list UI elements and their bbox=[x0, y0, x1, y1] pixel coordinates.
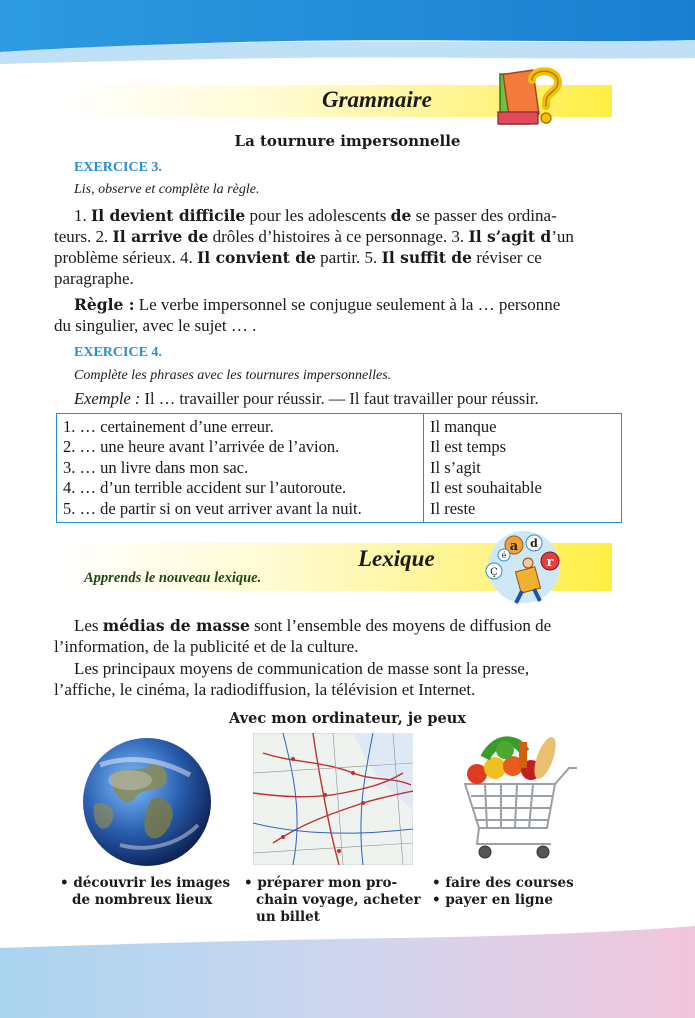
bold-phrase: Il convient de bbox=[197, 248, 316, 267]
text: teurs. 2. bbox=[54, 227, 109, 246]
road-map-image bbox=[253, 733, 413, 865]
exercise-3-sentences bbox=[74, 206, 612, 227]
exercise-4-heading bbox=[74, 345, 162, 361]
letter-r: r bbox=[546, 555, 554, 570]
rule-label: Règle : bbox=[74, 295, 135, 314]
table-cell-left bbox=[57, 414, 424, 523]
table-option: Il est temps bbox=[430, 437, 507, 457]
exercise-4-instruction: Complète les phrases avec les tournures impersonnelles. bbox=[74, 368, 392, 383]
lexique-banner-subtitle: Apprends le nouveau lexique. bbox=[84, 570, 262, 586]
bottom-wave-band bbox=[0, 908, 695, 1018]
caption-line: • préparer mon pro- bbox=[244, 875, 398, 891]
caption-line: chain voyage, acheter bbox=[256, 892, 421, 908]
lexique-paragraph-1-line-2 bbox=[54, 637, 612, 658]
example-text: Il … travailler pour réussir. — Il faut travailler pour réussir. bbox=[144, 389, 539, 408]
text: l’information, de la publicité et de la culture. bbox=[54, 637, 359, 656]
caption-line: un billet bbox=[256, 909, 320, 925]
text: l’affiche, le cinéma, la radiodiffusion, la télévision et Internet. bbox=[54, 680, 476, 699]
bold-phrase: Il devient difficile bbox=[91, 206, 246, 225]
text: se passer des ordina- bbox=[415, 206, 557, 225]
caption-line: • découvrir les images bbox=[60, 875, 231, 891]
table-option: Il s’agit bbox=[430, 457, 481, 477]
text: sont l’ensemble des moyens de diffusion de bbox=[254, 616, 552, 635]
cart-caption bbox=[432, 875, 574, 909]
exercise-4-example bbox=[74, 389, 539, 409]
letters-person-icon bbox=[478, 525, 570, 607]
letter-c-cedilla: Ç bbox=[490, 567, 498, 578]
top-wave-band bbox=[0, 0, 695, 80]
letter-a: a bbox=[509, 539, 519, 554]
caption-line: • faire des courses bbox=[432, 875, 574, 891]
grammar-banner-title: Grammaire bbox=[322, 87, 432, 112]
books-question-icon bbox=[494, 64, 566, 132]
exercise-3-line-4 bbox=[54, 269, 612, 290]
lexique-paragraph-1-line-1 bbox=[74, 616, 612, 637]
text: paragraphe. bbox=[54, 269, 134, 288]
table-item: 4. … d’un terrible accident sur l’autoroute. bbox=[63, 478, 347, 498]
bold-phrase: Il s’agit d bbox=[468, 227, 552, 246]
caption-line: de nombreux lieux bbox=[72, 892, 213, 908]
exercise-3-heading bbox=[74, 160, 162, 176]
table-item: 5. … de partir si on veut arriver avant la nuit. bbox=[63, 498, 362, 518]
exercise-3-heading-text: EXERCICE 3. bbox=[74, 160, 162, 175]
text: problème sérieux. 4. bbox=[54, 248, 193, 267]
caption-line: • payer en ligne bbox=[432, 892, 553, 908]
text: partir. 5. bbox=[320, 248, 378, 267]
text: Les principaux moyens de communication de masse sont la presse, bbox=[74, 659, 530, 678]
exercise-3-instruction: Lis, observe et complète la règle. bbox=[74, 182, 260, 197]
lexique-paragraph-2-line-1 bbox=[74, 659, 612, 680]
text: réviser ce bbox=[476, 248, 542, 267]
table-row bbox=[57, 414, 622, 523]
shopping-cart-image bbox=[455, 728, 580, 866]
grammar-subtitle: La tournure impersonnelle bbox=[234, 132, 461, 150]
lexique-paragraph-2-line-2 bbox=[54, 680, 612, 701]
bold-phrase: Il arrive de bbox=[112, 227, 209, 246]
text: Le verbe impersonnel se conjugue seulement à la … personne bbox=[138, 295, 561, 314]
table-option: Il manque bbox=[430, 417, 497, 436]
images-title: Avec mon ordinateur, je peux bbox=[229, 710, 466, 727]
table-item: 2. … une heure avant l’arrivée de l’avion. bbox=[63, 437, 340, 457]
table-item: 1. … certainement d’une erreur. bbox=[63, 417, 274, 436]
exercise-3-line-3 bbox=[54, 248, 612, 269]
bold-phrase: Il suffit de bbox=[381, 248, 472, 267]
bold-term: médias de masse bbox=[102, 616, 250, 635]
table-option: Il est souhaitable bbox=[430, 478, 542, 498]
rule-line-1 bbox=[74, 295, 612, 316]
text: du singulier, avec le sujet … . bbox=[54, 316, 257, 335]
bold-phrase: de bbox=[390, 206, 412, 225]
text: drôles d’histoires à ce personnage. 3. bbox=[212, 227, 465, 246]
exercise-4-table bbox=[56, 413, 622, 523]
example-label: Exemple : bbox=[74, 389, 141, 408]
letter-e-acute: é bbox=[501, 551, 507, 560]
text: pour les adolescents bbox=[249, 206, 387, 225]
table-option: Il reste bbox=[430, 498, 476, 518]
lexique-banner-title: Lexique bbox=[358, 546, 435, 571]
exercise-4-heading-text: EXERCICE 4. bbox=[74, 345, 162, 360]
letter-d: d bbox=[530, 537, 538, 550]
table-cell-right bbox=[424, 414, 622, 523]
exercise-3-line-2 bbox=[54, 227, 612, 248]
globe-image bbox=[80, 735, 215, 870]
text: ’un bbox=[551, 227, 574, 246]
text: Les bbox=[74, 616, 99, 635]
table-item: 3. … un livre dans mon sac. bbox=[63, 457, 249, 477]
globe-caption bbox=[60, 875, 230, 909]
rule-line-2 bbox=[54, 316, 612, 337]
text: 1. bbox=[74, 206, 87, 225]
